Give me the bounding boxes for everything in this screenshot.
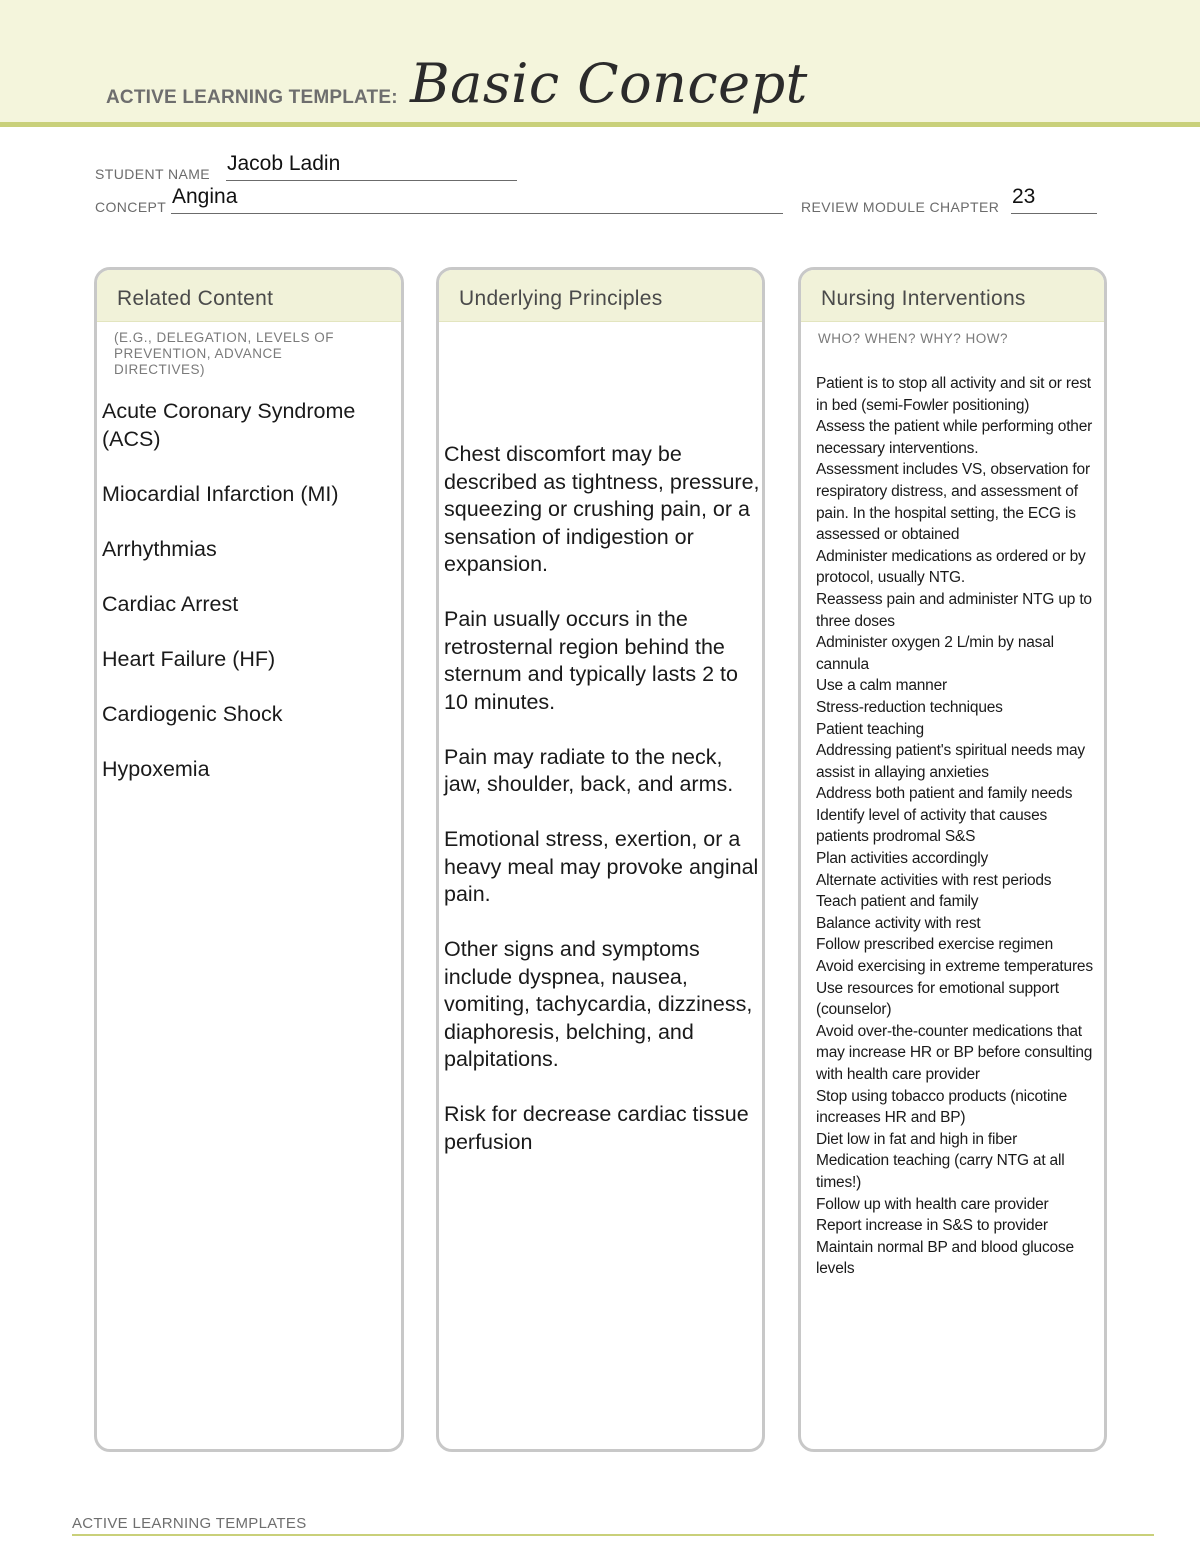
- list-item: Stress-reduction techniques: [816, 698, 1003, 716]
- list-item: Use resources for emotional support (counselor): [816, 979, 1059, 1019]
- list-item: Administer oxygen 2 L/min by nasal cannula: [816, 634, 1054, 673]
- list-item: Identify level of activity that causes patients prodromal S&S: [816, 806, 1048, 846]
- list-item: Medication teaching (carry NTG at all times!): [816, 1152, 1065, 1191]
- list-item: Pain may radiate to the neck, jaw, shoulder, back, and arms.: [444, 744, 734, 796]
- template-label: ACTIVE LEARNING TEMPLATE:: [106, 87, 398, 108]
- list-item: Report increase in S&S to provider: [816, 1217, 1048, 1235]
- list-item: Alternate activities with rest periods: [816, 871, 1052, 889]
- list-item: Stop using tobacco products (nicotine increases HR and BP): [816, 1087, 1068, 1127]
- list-item: Emotional stress, exertion, or a heavy meal may provoke anginal pain.: [444, 827, 759, 906]
- chapter-line: [1011, 213, 1097, 214]
- list-item: Plan activities accordingly: [816, 850, 989, 868]
- list-item: Addressing patient's spiritual needs may assist in allaying anxieties: [816, 742, 1085, 781]
- list-item: Patient is to stop all activity and sit or rest in bed (semi-Fowler positioning): [816, 375, 1091, 414]
- nursing-interventions-list: [816, 373, 1096, 1280]
- list-item: Cardiogenic Shock: [102, 701, 283, 726]
- header-divider: [0, 122, 1200, 127]
- chapter-field[interactable]: 23: [1012, 185, 1036, 208]
- list-item: Assess the patient while performing other necessary interventions.: [816, 418, 1093, 457]
- list-item: Cardiac Arrest: [102, 591, 239, 616]
- underlying-principles-panel: [436, 267, 765, 1452]
- chapter-label: REVIEW MODULE CHAPTER: [801, 199, 1000, 215]
- list-item: Patient teaching: [816, 720, 924, 738]
- list-item: Acute Coronary Syndrome (ACS): [102, 399, 356, 451]
- list-item: Follow up with health care provider: [816, 1195, 1049, 1213]
- list-item: Assessment includes VS, observation for respiratory distress, and assessment of pain. In the hospital setting, the ECG is assessed or obtained: [816, 461, 1090, 544]
- underlying-principles-title: Underlying Principles: [439, 270, 762, 322]
- list-item: Maintain normal BP and blood glucose levels: [816, 1238, 1074, 1278]
- list-item: Diet low in fat and high in fiber: [816, 1130, 1018, 1148]
- list-item: Risk for decrease cardiac tissue perfusion: [444, 1102, 749, 1154]
- related-content-list: [102, 398, 401, 783]
- list-item: Address both patient and family needs: [816, 785, 1073, 803]
- related-content-panel: [94, 267, 404, 1452]
- list-item: Balance activity with rest: [816, 914, 981, 932]
- list-item: Follow prescribed exercise regimen: [816, 936, 1053, 954]
- list-item: Teach patient and family: [816, 893, 979, 911]
- nursing-interventions-title: Nursing Interventions: [801, 270, 1104, 322]
- concept-field[interactable]: Angina: [172, 185, 238, 208]
- nursing-interventions-panel: [798, 267, 1107, 1452]
- list-item: Reassess pain and administer NTG up to three doses: [816, 590, 1092, 630]
- list-item: Administer medications as ordered or by protocol, usually NTG.: [816, 547, 1086, 587]
- underlying-principles-list: [444, 441, 762, 1156]
- list-item: Hypoxemia: [102, 756, 210, 781]
- list-item: Avoid exercising in extreme temperatures: [816, 958, 1093, 976]
- list-item: Pain usually occurs in the retrosternal region behind the sternum and typically lasts 2 to 10 minutes.: [444, 607, 738, 714]
- list-item: Chest discomfort may be described as tightness, pressure, squeezing or crushing pain, or a sensation of indigestion or expansion.: [444, 442, 760, 576]
- student-name-field[interactable]: Jacob Ladin: [227, 152, 341, 175]
- related-content-subtitle: (E.G., DELEGATION, LEVELS OF PREVENTION, ADVANCE DIRECTIVES): [114, 330, 335, 377]
- related-content-title: Related Content: [97, 270, 401, 322]
- footer-divider: [72, 1534, 1154, 1536]
- student-name-line: [226, 180, 517, 181]
- concept-label: CONCEPT: [95, 199, 167, 215]
- footer-label: ACTIVE LEARNING TEMPLATES: [72, 1515, 307, 1532]
- student-name-label: STUDENT NAME: [95, 166, 210, 182]
- list-item: Use a calm manner: [816, 677, 947, 695]
- list-item: Avoid over-the-counter medications that may increase HR or BP before consulting with health care provider: [816, 1022, 1093, 1083]
- concept-line: [171, 213, 783, 214]
- list-item: Miocardial Infarction (MI): [102, 481, 339, 506]
- nursing-interventions-subtitle: WHO? WHEN? WHY? HOW?: [818, 331, 1009, 346]
- list-item: Heart Failure (HF): [102, 646, 276, 671]
- list-item: Other signs and symptoms include dyspnea, nausea, vomiting, tachycardia, dizziness, diaphoresis, belching, and palpitations.: [444, 937, 753, 1071]
- list-item: Arrhythmias: [102, 536, 217, 561]
- template-title: Basic Concept: [410, 52, 808, 115]
